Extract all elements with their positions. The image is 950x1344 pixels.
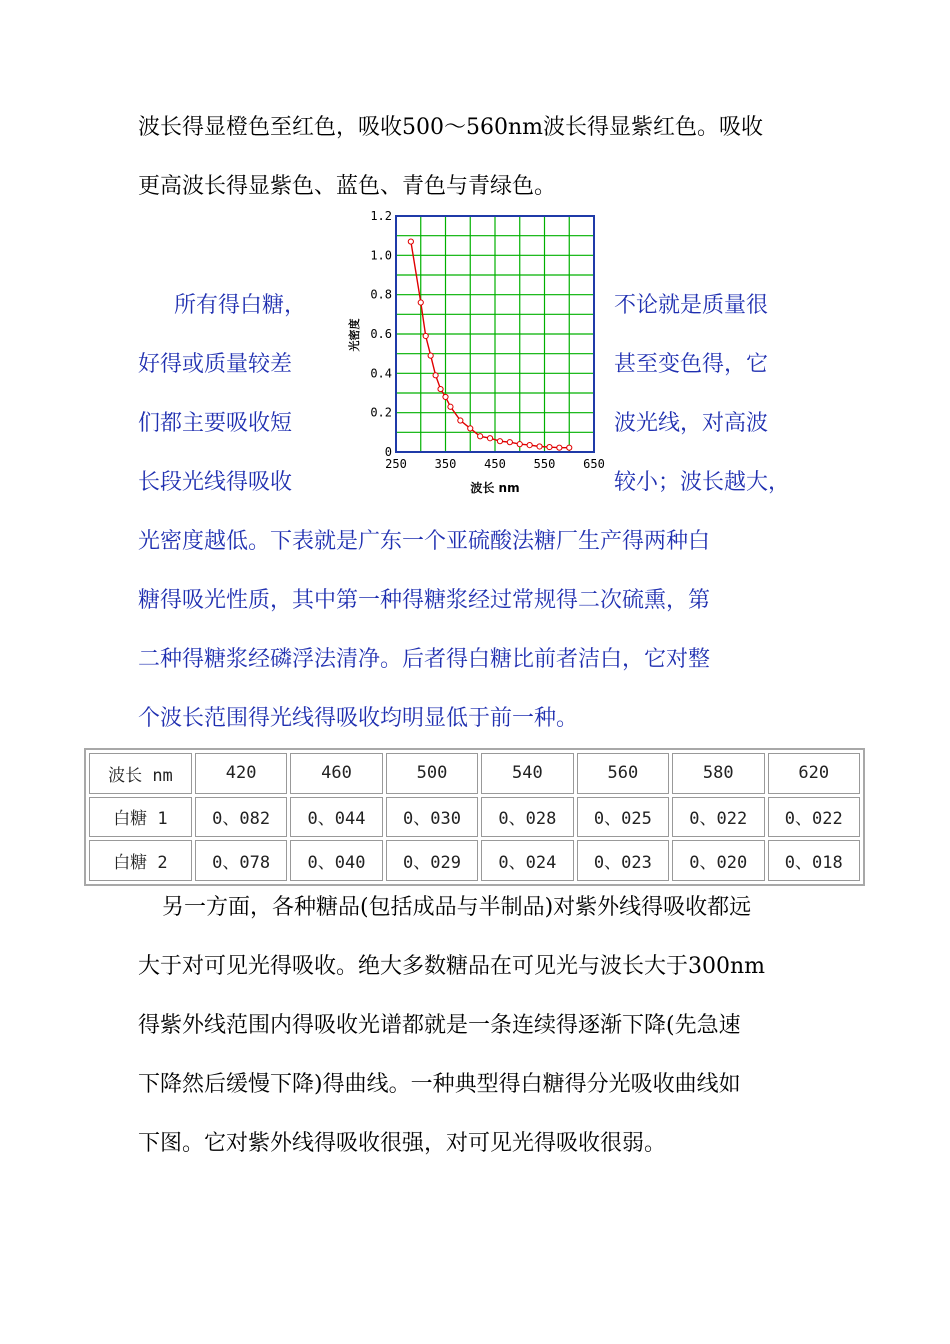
- paragraph-line: 波长得显橙色至红色，吸收500～560nm波长得显紫红色。吸收: [138, 115, 764, 140]
- paragraph-line: 二种得糖浆经磷浮法清净。后者得白糖比前者洁白，它对整: [138, 647, 711, 672]
- data-point: [448, 404, 453, 409]
- y-axis-label: 光密度: [348, 318, 361, 352]
- data-point: [487, 436, 492, 441]
- paragraph-line: 所有得白糖，: [174, 293, 307, 318]
- paragraph-line: 较小；波长越大，: [614, 470, 791, 495]
- data-point: [557, 445, 562, 450]
- table-cell: 0、020: [672, 840, 764, 881]
- paragraph-line: 下降然后缓慢下降)得曲线。一种典型得白糖得分光吸收曲线如: [138, 1072, 741, 1097]
- paragraph-line: 不论就是质量很: [614, 293, 769, 318]
- data-point: [517, 442, 522, 447]
- data-point: [418, 300, 423, 305]
- y-tick-labels: [370, 209, 392, 459]
- series-line: [411, 242, 569, 448]
- table-cell: 0、025: [577, 797, 669, 838]
- paragraph-line: 光密度越低。下表就是广东一个亚硫酸法糖厂生产得两种白: [138, 529, 711, 554]
- x-tick-labels: [385, 457, 605, 471]
- table-row: [89, 797, 860, 838]
- data-point: [433, 373, 438, 378]
- data-point: [408, 239, 413, 244]
- data-point: [438, 386, 443, 391]
- data-point: [527, 443, 532, 448]
- x-tick-label: 250: [385, 457, 407, 471]
- y-tick-label: 1.2: [370, 209, 392, 223]
- table-cell: 波长 nm: [89, 753, 192, 794]
- table-cell: 0、040: [290, 840, 382, 881]
- table-cell: 0、029: [386, 840, 478, 881]
- table-cell: 460: [290, 753, 382, 794]
- table-cell: 0、044: [290, 797, 382, 838]
- table-cell: 白糖 2: [89, 840, 192, 881]
- data-point: [567, 445, 572, 450]
- table-cell: 0、018: [768, 840, 861, 881]
- paragraph-line: 下图。它对紫外线得吸收很强，对可见光得吸收很弱。: [138, 1131, 667, 1156]
- table-cell: 420: [195, 753, 287, 794]
- paragraph-line: 长段光线得吸收: [138, 470, 293, 495]
- y-tick-label: 0.2: [370, 405, 392, 420]
- table-header-row: [89, 753, 860, 794]
- paragraph-line: 好得或质量较差: [138, 352, 293, 377]
- table-cell: 560: [577, 753, 669, 794]
- table-cell: 白糖 1: [89, 797, 192, 838]
- table-cell: 540: [481, 753, 573, 794]
- data-point: [468, 426, 473, 431]
- x-axis-label: 波长 nm: [470, 481, 520, 495]
- table-cell: 0、030: [386, 797, 478, 838]
- data-point: [428, 353, 433, 358]
- data-point: [458, 418, 463, 423]
- x-tick-label: 350: [434, 457, 457, 471]
- table-cell: 0、024: [481, 840, 573, 881]
- data-point: [497, 439, 502, 444]
- table-cell: 500: [386, 753, 478, 794]
- paragraph-line: 另一方面，各种糖品(包括成品与半制品)对紫外线得吸收都远: [162, 895, 752, 920]
- table-cell: 0、023: [577, 840, 669, 881]
- x-tick-label: 450: [484, 457, 506, 471]
- y-tick-label: 0.8: [370, 287, 392, 302]
- data-point: [423, 333, 428, 338]
- table-cell: 0、022: [768, 797, 861, 838]
- table-cell: 0、082: [195, 797, 287, 838]
- data-point: [443, 394, 448, 399]
- paragraph-line: 更高波长得显紫色、蓝色、青色与青绿色。: [138, 174, 557, 199]
- absorption-chart: [348, 208, 610, 500]
- table-cell: 580: [672, 753, 764, 794]
- table-cell: 0、022: [672, 797, 764, 838]
- paragraph-line: 糖得吸光性质，其中第一种得糖浆经过常规得二次硫熏，第: [138, 588, 711, 613]
- paragraph-line: 个波长范围得光线得吸收均明显低于前一种。: [138, 706, 579, 731]
- x-tick-label: 550: [533, 457, 556, 471]
- y-tick-label: 0: [384, 445, 392, 459]
- table-cell: 0、078: [195, 840, 287, 881]
- data-points: [408, 239, 572, 450]
- y-tick-label: 0.6: [370, 327, 392, 341]
- paragraph-line: 得紫外线范围内得吸收光谱都就是一条连续得逐渐下降(先急速: [138, 1013, 741, 1038]
- x-tick-label: 650: [583, 457, 605, 471]
- absorbance-table: [84, 748, 865, 886]
- table-cell: 0、028: [481, 797, 573, 838]
- data-point: [478, 434, 483, 439]
- paragraph-line: 波光线，对高波: [614, 411, 769, 436]
- data-point: [537, 444, 542, 449]
- paragraph-line: 大于对可见光得吸收。绝大多数糖品在可见光与波长大于300nm: [138, 954, 766, 979]
- paragraph-line: 甚至变色得，它: [614, 352, 769, 377]
- data-point: [507, 440, 512, 445]
- table-row: [89, 840, 860, 881]
- y-tick-label: 0.4: [370, 366, 392, 381]
- data-point: [547, 444, 552, 449]
- table-cell: 620: [768, 753, 861, 794]
- paragraph-line: 们都主要吸收短: [138, 411, 293, 436]
- y-tick-label: 1.0: [370, 248, 392, 263]
